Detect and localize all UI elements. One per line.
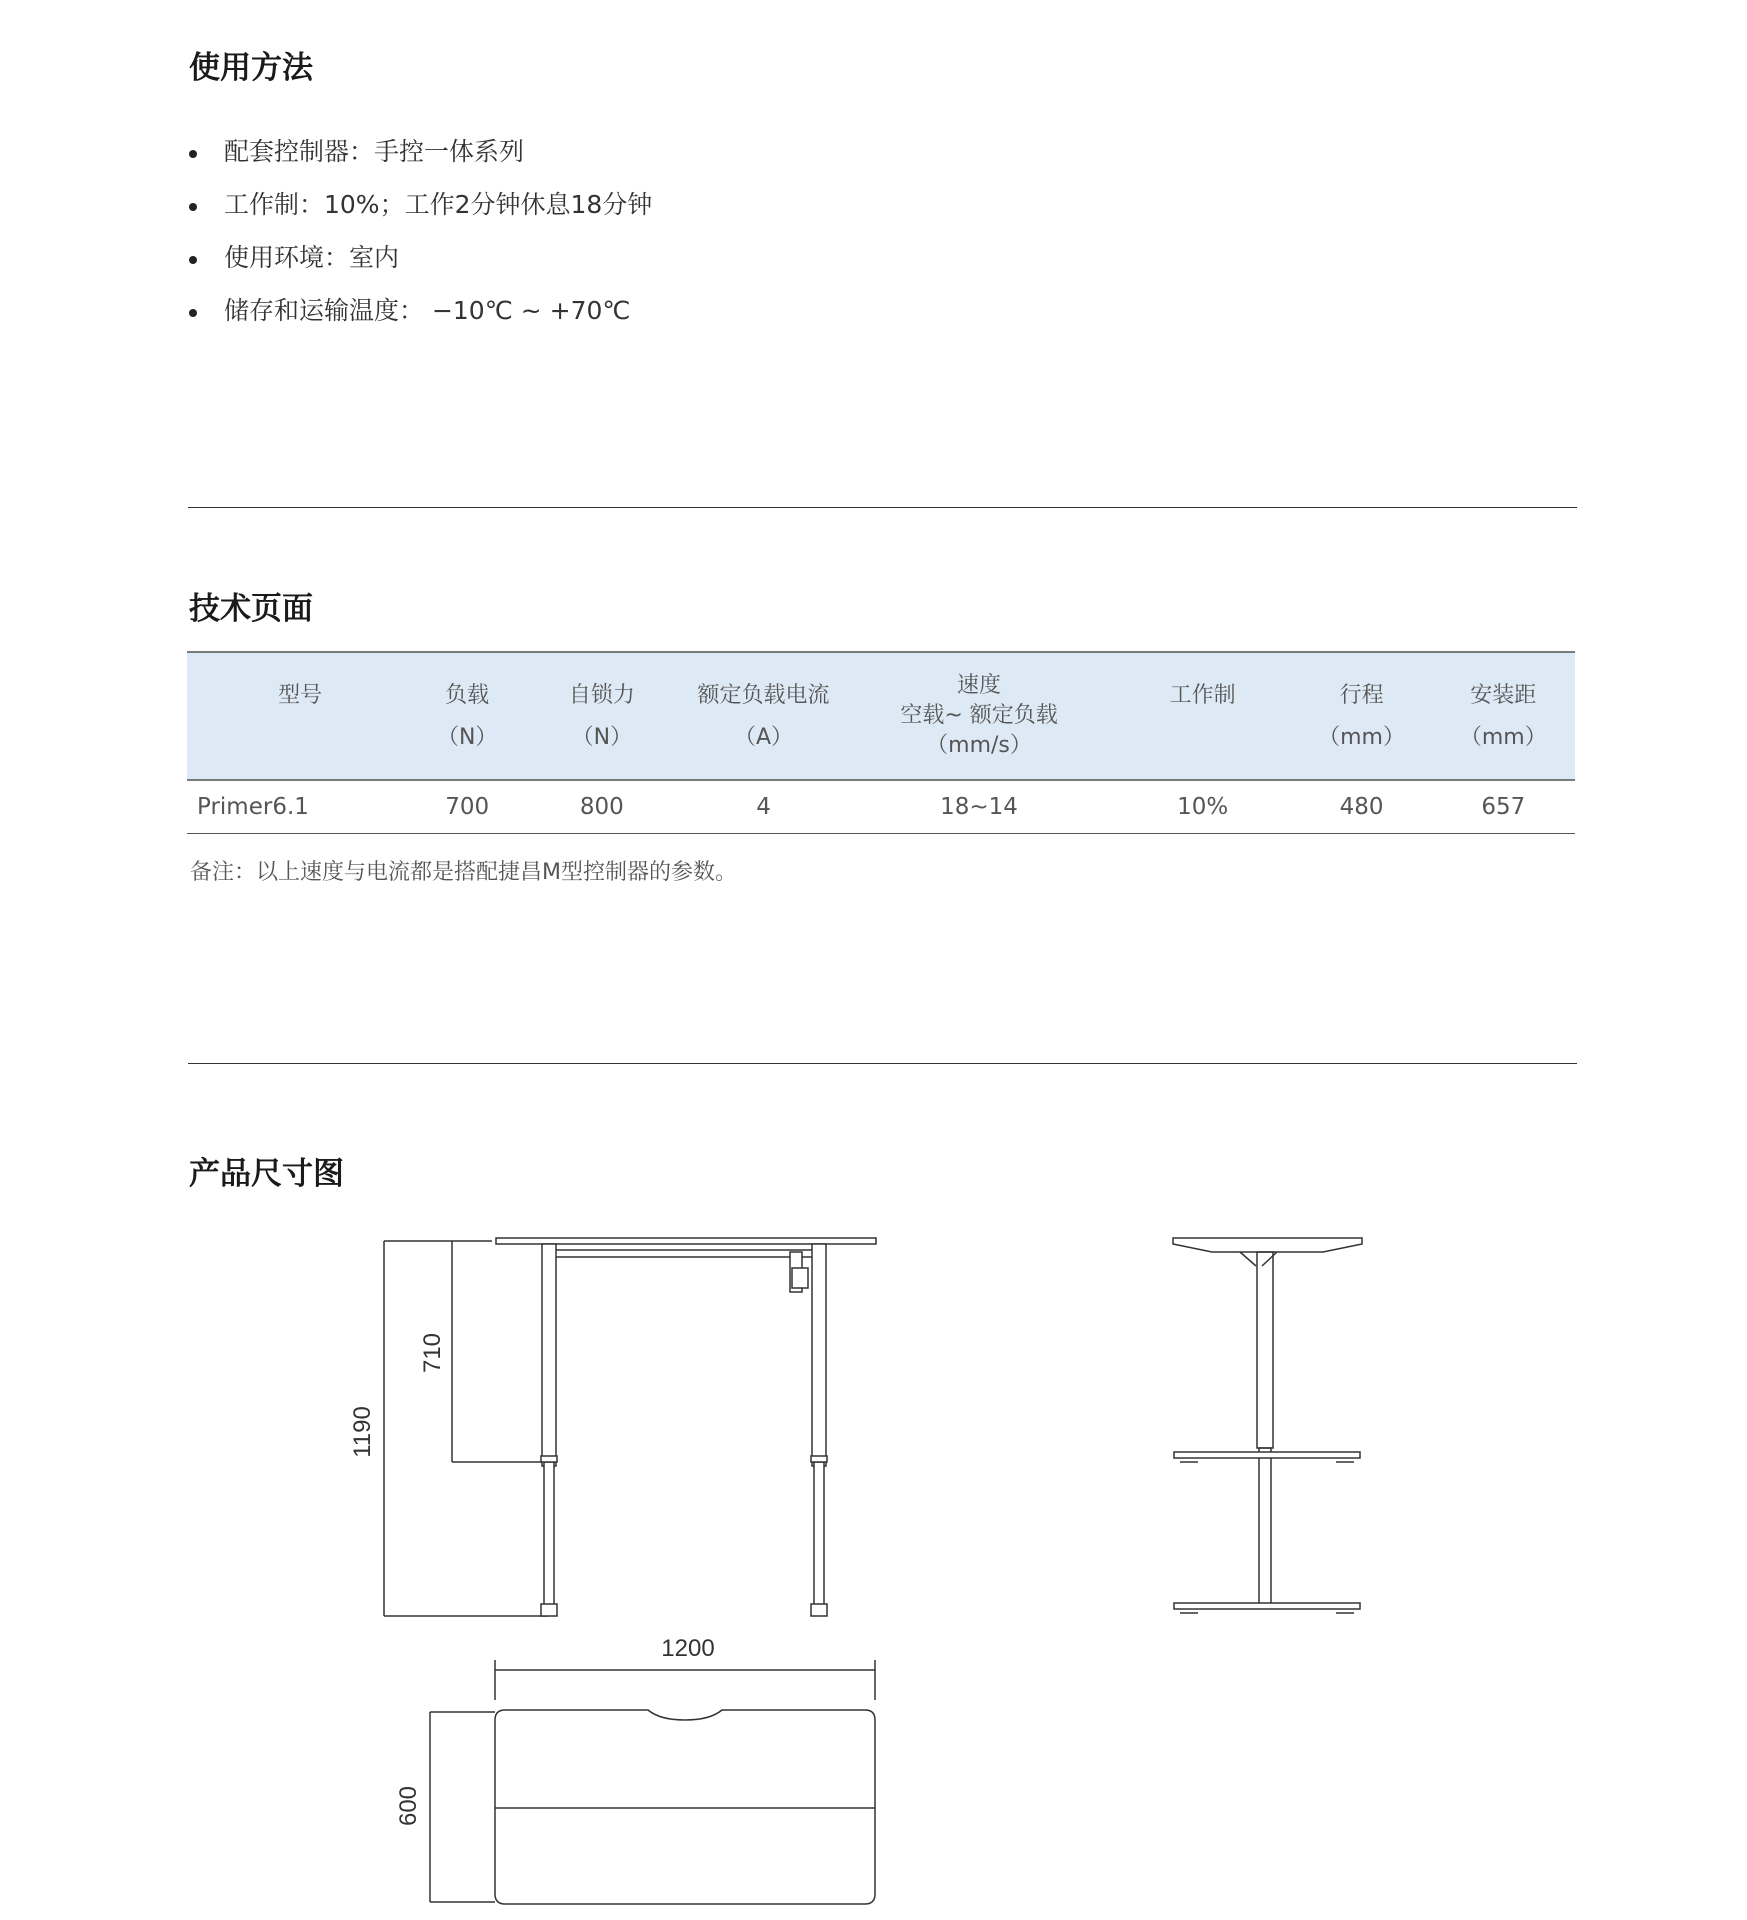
usage-item-duty: 工作制：10%；工作2分钟休息18分钟: [189, 183, 652, 236]
cell-install: 657: [1481, 793, 1526, 820]
depth-label: 600: [395, 1785, 422, 1827]
cell-self-lock: 800: [579, 793, 624, 820]
usage-item-temperature: 储存和运输温度： −10℃ ~ +70℃: [189, 289, 652, 342]
width-label: 1200: [661, 1635, 715, 1662]
header-speed: 速度 空载~ 额定负载 （mm/s）: [900, 673, 1058, 758]
header-current: 额定负载电流 （A）: [697, 683, 830, 750]
header-load: 负载 （N）: [436, 683, 498, 750]
cell-model: Primer6.1: [197, 793, 309, 820]
header-duty: 工作制: [1169, 683, 1236, 708]
cell-speed: 18~14: [940, 793, 1018, 820]
cell-load: 700: [445, 793, 490, 820]
header-stroke: 行程 （mm）: [1318, 683, 1405, 750]
cell-duty: 10%: [1177, 793, 1229, 820]
total-height-label: 1190: [349, 1406, 376, 1458]
table-note: 备注：以上速度与电流都是搭配捷昌M型控制器的参数。: [190, 860, 737, 885]
usage-title: 使用方法: [189, 50, 313, 86]
header-self-lock: 自锁力 （N）: [568, 683, 635, 750]
header-model: 型号: [278, 683, 323, 708]
cell-current: 4: [756, 793, 771, 820]
cell-stroke: 480: [1339, 793, 1384, 820]
tech-title: 技术页面: [189, 591, 313, 627]
header-install: 安装距 （mm）: [1459, 683, 1547, 750]
top-view-drawing: [430, 1660, 875, 1904]
side-view-drawing: [1173, 1238, 1362, 1613]
front-view-drawing: [384, 1238, 876, 1616]
min-height-label: 710: [419, 1332, 446, 1374]
usage-item-controller: 配套控制器：手控一体系列: [189, 130, 652, 183]
dimensions-title: 产品尺寸图: [189, 1156, 344, 1192]
usage-item-environment: 使用环境：室内: [189, 236, 652, 289]
